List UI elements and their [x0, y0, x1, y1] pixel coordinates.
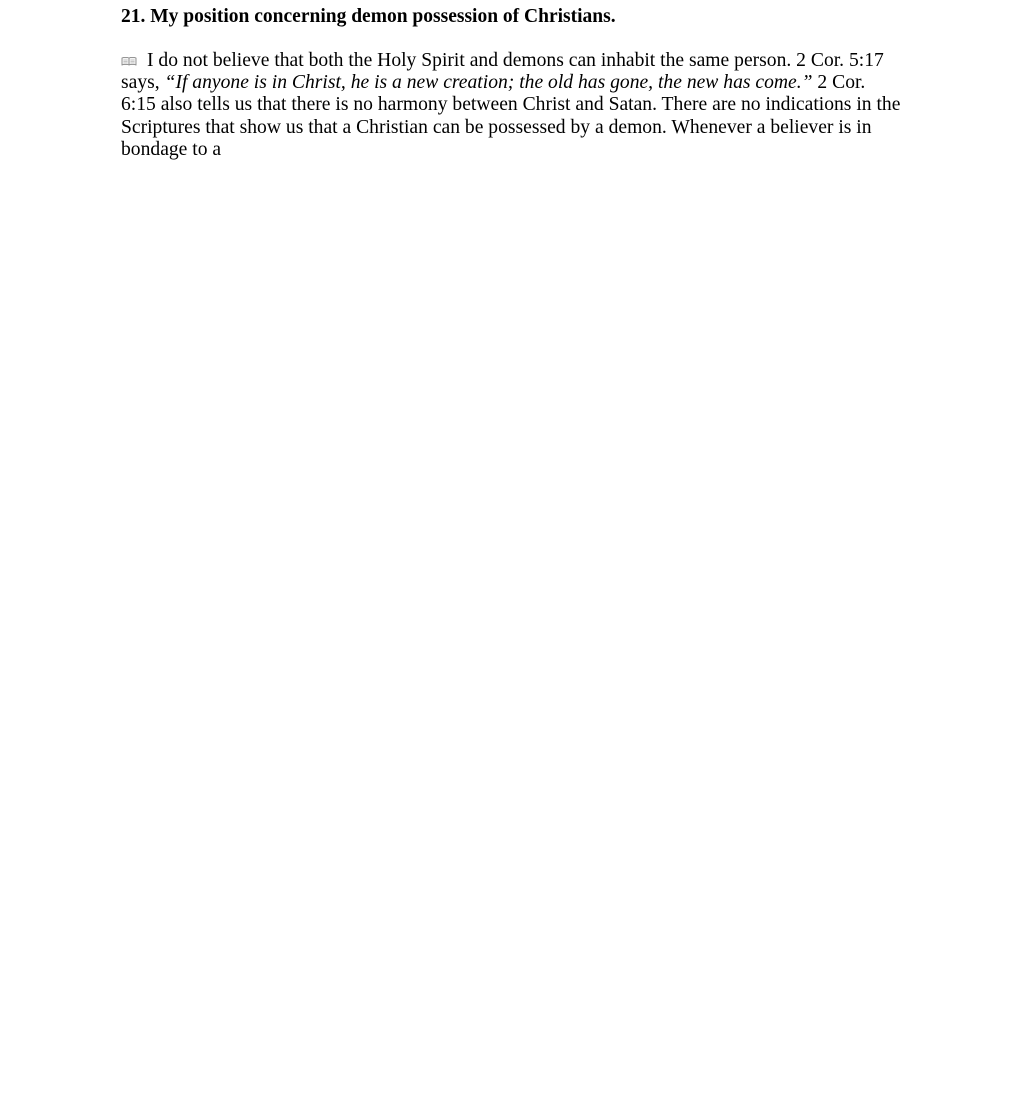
paragraph-text-after-quote: 2 Cor. 6:15 also tells us that there is no harmony between Christ and Satan. There are no indications in the Scriptures that show us that a Christian can be possessed by a demon. Whenever a believer is in bondage to a [121, 72, 901, 160]
scripture-quote: “If anyone is in Christ, he is a new creation; the old has gone, the new has come.” [164, 72, 813, 94]
paragraph-text-before-quote: I do not believe that both the Holy Spirit and demons can inhabit the same person. 2 Cor. 5:17 says, [121, 50, 884, 94]
open-bible-icon [121, 50, 137, 60]
section-heading: 21. My position concerning demon possession of Christians. [121, 6, 616, 27]
body-paragraph [121, 50, 901, 161]
document-page [121, 5, 901, 161]
